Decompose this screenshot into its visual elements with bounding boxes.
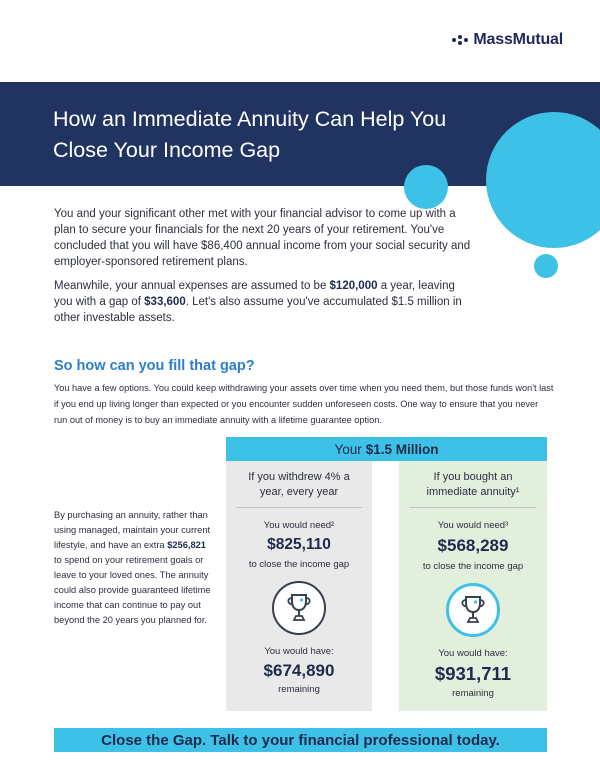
trophy-icon [272,581,326,635]
expenses-amount: $120,000 [329,280,378,292]
massmutual-logo [452,31,563,49]
decorative-circle-small [534,254,558,278]
annuity-need-label: You would need³ [437,520,509,531]
withdraw-need-sub: to close the income gap [248,559,350,570]
trophy-icon [446,583,500,637]
header-prefix: Your [334,441,362,457]
withdraw-need-amount: $825,110 [267,536,331,553]
withdraw-title: If you withdrew 4% a year, every year [248,471,350,498]
options-paragraph: You have a few options. You could keep withdrawing your assets over time when you need them, but those funds won't last if you end up living longer than expected or you encounter sudden unforeseen costs. One way to ensure that you never run out of money is to buy an immediate annuity with a lifetime guarantee option. [54,383,554,425]
withdraw-column [226,461,372,711]
header-amount: $1.5 Million [365,441,439,457]
intro-paragraph-1: You and your significant other met with your financial advisor to come up with a plan to secure your financials for the next 20 years of your retirement. You've concluded that you will have $86,400 annual income from your social security and employer-sponsored retirement plans. [54,208,471,268]
annuity-have-label: You would have: [438,648,508,659]
section-heading: So how can you fill that gap? [54,358,255,374]
logo-dots-icon [452,35,468,45]
intro-text [54,206,474,326]
intro-paragraph-2: Meanwhile, your annual expenses are assumed to be $120,000 a year, leaving you with a gap of $33,600. Let's also assume you've accumulated $1.5 million in other investable assets. [54,280,462,324]
cta-banner: Close the Gap. Talk to your financial professional today. [54,728,547,752]
annuity-remaining: remaining [452,688,494,699]
annuity-have-amount: $931,711 [434,663,512,684]
annuity-need-amount: $568,289 [437,536,509,555]
withdraw-remaining: remaining [278,684,320,695]
annuity-benefit-text: By purchasing an annuity, rather than using managed, maintain your current lifestyle, and have an extra $256,821 to spend on your retirement goals or leave to your loved ones. The annuity could also provide guaranteed lifetime income that can continue to pay out beyond the 20 years you planned for. [54,510,211,625]
withdraw-have-label: You would have: [264,646,334,657]
logo-text: MassMutual [473,31,563,48]
withdraw-need-label: You would need² [263,520,335,531]
annuity-need-sub: to close the income gap [422,561,524,572]
decorative-circle-medium [404,165,448,209]
annuity-title: If you bought an immediate annuity¹ [426,471,520,498]
divider [236,507,362,508]
annuity-column [399,461,547,711]
gap-amount: $33,600 [144,296,186,308]
extra-amount: $256,821 [167,540,206,550]
divider [410,507,536,508]
withdraw-have-amount: $674,890 [263,661,335,680]
comparison-header [226,437,547,461]
page-title: How an Immediate Annuity Can Help You Close Your Income Gap [53,107,447,162]
